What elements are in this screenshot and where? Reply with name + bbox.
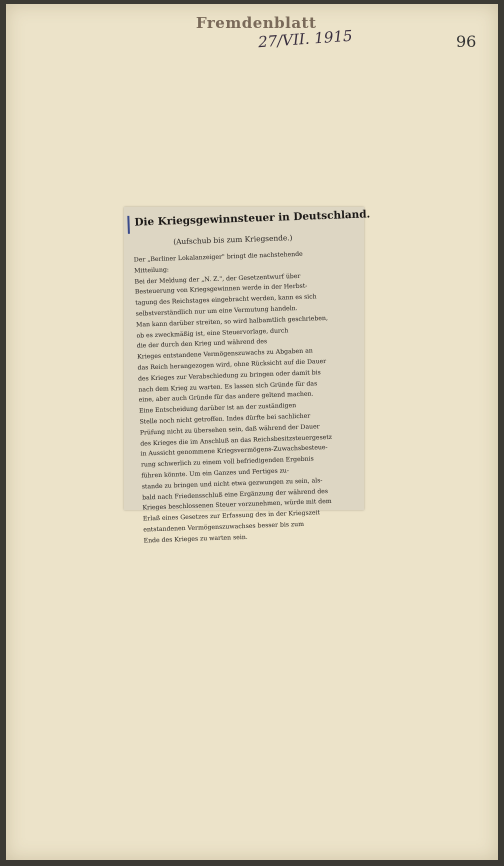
article-line: Erlaß eines Gesetzes zur Erfassung des in der Kriegszeit bbox=[142, 509, 321, 523]
article-line: Krieges entstandene Vermögenszuwachs zu Abgaben an bbox=[137, 347, 313, 361]
article-line: stande zu bringen und nicht etwa gezwungen zu sein, als- bbox=[141, 476, 323, 491]
article-line: Krieges beschlossenen Steuer vorzunehmen, würde mit dem bbox=[142, 498, 332, 512]
blue-pencil-mark bbox=[127, 216, 130, 234]
newspaper-clipping bbox=[124, 207, 371, 545]
article-line: Stelle noch nicht getroffen. Indes dürfte bei sachlicher bbox=[139, 412, 311, 426]
article-subheadline: (Aufschub bis zum Kriegsende.) bbox=[173, 233, 293, 247]
article-line: nach dem Krieg zu warten. Es lassen sich Gründe für das bbox=[138, 379, 318, 394]
article-line: Bei der Meldung der „N. Z.", der Gesetzentwurf über bbox=[134, 272, 301, 286]
article-body bbox=[134, 248, 378, 548]
article-line: ob es zweckmäßig ist, eine Steuervorlage, durch bbox=[136, 326, 289, 340]
article-line: in Aussicht genommene Kriegsvermögens-Zuwachsbesteue- bbox=[140, 444, 328, 458]
article-line: Der „Berliner Lokalanzeiger" bringt die nachstehende bbox=[133, 250, 303, 264]
handwritten-date: 27/VII. 1915 bbox=[257, 26, 354, 52]
article-headline: Die Kriegsgewinnsteuer in Deutschland. bbox=[134, 208, 371, 229]
article-line: des Krieges zur Verabschiedung zu bringen oder damit bis bbox=[137, 369, 321, 383]
article-line: entstandenen Vermögenszuwachses besser bis zum bbox=[143, 520, 305, 534]
article-line: Mitteilung: bbox=[134, 266, 170, 275]
article-line: bald nach Friedensschluß eine Ergänzung der während des bbox=[142, 487, 329, 502]
article-line: tagung des Reichstages eingebracht werden, kann es sich bbox=[135, 293, 317, 307]
article-line: Ende des Krieges zu warten sein. bbox=[143, 533, 248, 545]
article-line: Prüfung nicht zu übersehen sein, daß während der Dauer bbox=[139, 423, 320, 437]
article-line: des Krieges die im Anschluß an das Reichsbesitzsteuergesetz bbox=[140, 433, 333, 448]
article-line: die der durch den Krieg und während des bbox=[136, 338, 268, 351]
article-line: Eine Entscheidung darüber ist an der zuständigen bbox=[139, 402, 297, 415]
page-number: 96 bbox=[456, 32, 477, 51]
article-line: selbstverständlich nur um eine Vermutung handeln. bbox=[135, 304, 298, 318]
article-line: rung schwerlich zu einem voll befriedigenden Ergebnis bbox=[140, 455, 314, 469]
article-line: Man kann darüber streiten, so wird halbamtlich geschrieben, bbox=[136, 314, 328, 329]
article-line: Besteuerung von Kriegsgewinnen werde in der Herbst- bbox=[134, 283, 308, 297]
newspaper-stamp: Fremdenblatt bbox=[196, 14, 317, 32]
article-line: das Reich herangezogen wird, ohne Rücksicht auf die Dauer bbox=[137, 358, 327, 372]
article-line: eine, aber auch Gründe für das andere geltend machen. bbox=[138, 390, 314, 404]
article-line: führen könnte. Um ein Ganzes und Fertiges zu- bbox=[141, 467, 290, 480]
